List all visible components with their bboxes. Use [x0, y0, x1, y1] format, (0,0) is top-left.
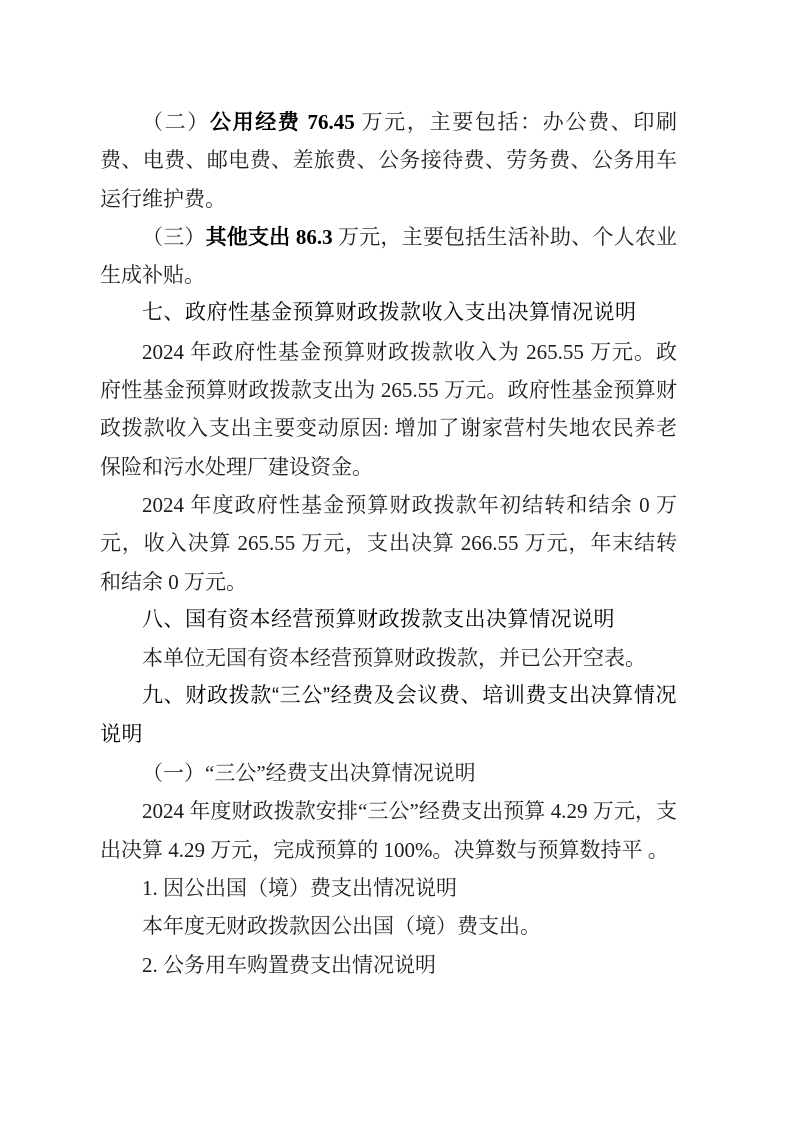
- item-1-abroad-expense-title: 1. 因公出国（境）费支出情况说明: [142, 875, 457, 900]
- heading-section-9-sangong: 九、财政拨款“三公”经费及会议费、培训费支出决算情况说明: [100, 684, 677, 746]
- para-public-funds: [100, 103, 677, 218]
- para-public-funds-rest: 万元，主要包括：办公费、印刷费、电费、邮电费、差旅费、公务接待费、劳务费、公务用车运行维护费。: [100, 110, 678, 211]
- para-other-expense-amount: 其他支出 86.3: [205, 224, 333, 249]
- para-state-capital: 本单位无国有资本经营预算财政拨款，并已公开空表。: [142, 646, 646, 671]
- subheading-sangong-expense: （一）“三公”经费支出决算情况说明: [142, 761, 476, 786]
- para-public-funds-amount: 公用经费 76.45: [209, 110, 355, 134]
- heading-section-7-govfund: 七、政府性基金预算财政拨款收入支出决算情况说明: [142, 301, 637, 325]
- para-govfund-balance: 2024 年度政府性基金预算财政拨款年初结转和结余 0 万元，收入决算 265.55 万元，支出决算 266.55 万元，年末结转和结余 0 万元。: [100, 492, 677, 594]
- para-govfund-detail: 2024 年政府性基金预算财政拨款收入为 265.55 万元。政府性基金预算财政拨款支出为 265.55 万元。政府性基金预算财政拨款收入支出主要变动原因: 增加了谢家营村失地农民养老保险和污水处理厂建设资金。: [100, 339, 677, 479]
- para-other-expense-prefix: （三）: [142, 224, 206, 249]
- heading-section-8-state-capital: 八、国有资本经营预算财政拨款支出决算情况说明: [142, 607, 615, 631]
- para-other-expense-rest: 万元，主要包括生活补助、个人农业生成补贴。: [100, 224, 678, 288]
- item-1-abroad-expense-body: 本年度无财政拨款因公出国（境）费支出。: [142, 914, 541, 939]
- para-other-expense: [100, 218, 677, 295]
- item-2-vehicle-purchase-title: 2. 公务用车购置费支出情况说明: [142, 952, 436, 977]
- para-sangong-detail: 2024 年度财政拨款安排“三公”经费支出预算 4.29 万元，支出决算 4.29 万元，完成预算的 100%。决算数与预算数持平 。: [100, 799, 677, 862]
- document-body: [100, 103, 677, 984]
- para-public-funds-prefix: （二）: [142, 110, 210, 134]
